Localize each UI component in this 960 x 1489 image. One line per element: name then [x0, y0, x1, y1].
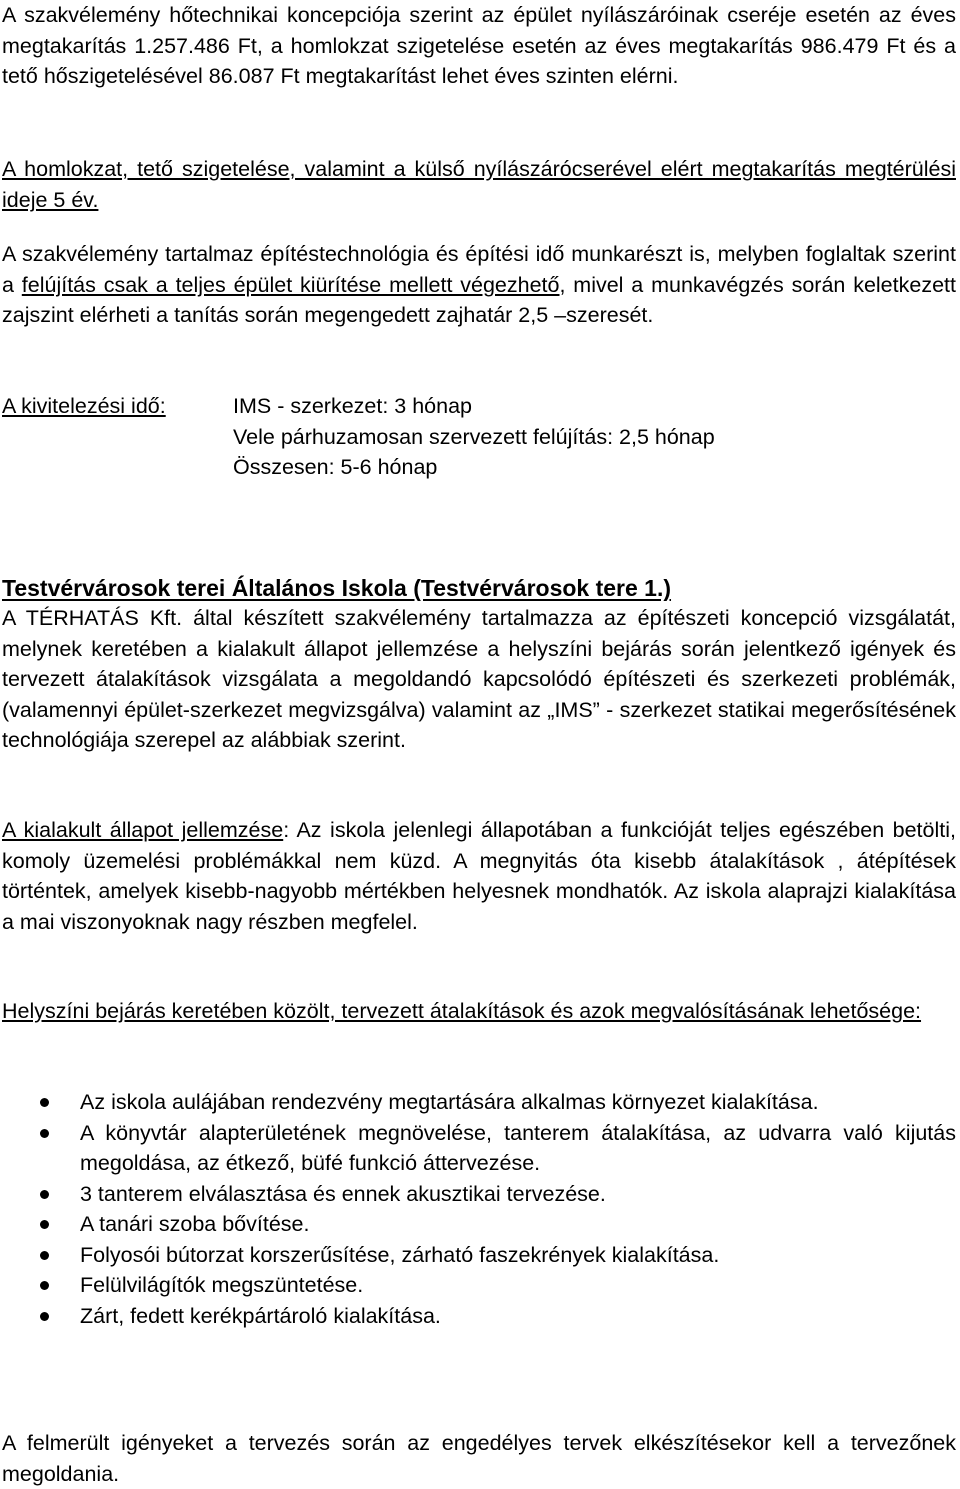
execution-line: IMS - szerkezet: 3 hónap: [233, 394, 472, 418]
bullet-icon: [40, 1281, 49, 1290]
list-item-text: 3 tanterem elválasztása és ennek akusztikai tervezése.: [80, 1181, 606, 1206]
list-item: [0, 1301, 956, 1332]
list-item: [0, 1209, 956, 1240]
list-item: [0, 1270, 956, 1301]
list-item-text: Zárt, fedett kerékpártároló kialakítása.: [80, 1303, 441, 1328]
assessment-paragraph: A TÉRHATÁS Kft. által készített szakvélemény tartalmazza az építészeti koncepció vizsgálatát, melynek keretében a kialakult állapot jellemzése a helyszíni bejárás során jelentkező igények és tervezett átalakítások vizsgálata a megoldandó kapcsolódó építészeti és szerkezeti problémák, (valamennyi épület-szerkezet megvizsgálva) valamint az „IMS” - szerkezet statikai megerősítésének technológiája szerepel az alábbiak szerint.: [2, 606, 956, 752]
bullet-icon: [40, 1312, 49, 1321]
list-item-text: A könyvtár alapterületének megnövelése, tanterem átalakítása, az udvarra való kijutás megoldása, az étkező, büfé funkció áttervezése.: [80, 1120, 956, 1175]
planned-changes-list: [0, 1087, 956, 1331]
technology-text-end: mivel a munkavégzés során keletkezett zajszint elérheti a tanítás során megengedett zajhatár 2,5 –szeresét.: [2, 272, 956, 327]
bullet-icon: [40, 1129, 49, 1138]
execution-time-lines: [233, 391, 715, 483]
list-item-text: Az iskola aulájában rendezvény megtartására alkalmas környezet kialakítása.: [80, 1090, 819, 1114]
execution-time-label: A kivitelezési idő:: [2, 394, 166, 418]
list-item: [0, 1240, 956, 1271]
execution-line: Vele párhuzamosan szervezett felújítás: 2,5 hónap: [233, 424, 715, 449]
list-item-text: A tanári szoba bővítése.: [80, 1212, 310, 1236]
list-item-text: Felülvilágítók megszüntetése.: [80, 1273, 364, 1297]
condition-label: A kialakult állapot jellemzése: [2, 818, 284, 842]
closing-paragraph: A felmerült igényeket a tervezés során az engedélyes tervek elkészítésekor kell a tervezőnek megoldania.: [2, 1431, 956, 1486]
bullet-icon: [40, 1251, 49, 1260]
list-item: [0, 1118, 956, 1179]
payback-text: A homlokzat, tető szigetelése, valamint a külső nyílászárócserével elért megtakarítás megtérülési ideje 5 év.: [2, 157, 956, 212]
school-heading: Testvérvárosok terei Általános Iskola (Testvérvárosok tere 1.): [2, 575, 672, 601]
condition-text: : Az iskola jelenlegi állapotában a funkcióját teljes egészében betölti, komoly üzemelési problémákkal nem küzd. A megnyitás óta kisebb átalakítások , átépítések történtek, amelyek kisebb-nagyobb mértékben helyesnek mondhatók. Az iskola alaprajzi kialakítása a mai viszonyoknak nagy részben megfelel.: [2, 818, 956, 934]
condition-paragraph: [2, 815, 956, 937]
technology-text-start: A szakvélemény tartalmaz építéstechnológia és építési idő munkarészt is, melyben foglaltak szerint a: [2, 242, 956, 297]
payback-paragraph: [2, 154, 956, 215]
list-item: [0, 1087, 956, 1118]
planned-changes-heading: Helyszíni bejárás keretében közölt, tervezett átalakítások és azok megvalósításának lehetősége:: [2, 999, 922, 1023]
savings-paragraph: A szakvélemény hőtechnikai koncepciója szerint az épület nyílászáróinak cseréje esetén az éves megtakarítás 1.257.486 Ft, a homlokzat szigetelése esetén az éves megtakarítás 986.479 Ft és a tető hőszigetelésével 86.087 Ft megtakarítást lehet éves szinten elérni.: [2, 3, 956, 88]
technology-paragraph: [2, 239, 956, 331]
execution-line: Összesen: 5-6 hónap: [233, 455, 438, 479]
list-item: [0, 1179, 956, 1210]
bullet-icon: [40, 1220, 49, 1229]
bullet-icon: [40, 1098, 49, 1107]
technology-text-underlined: felújítás csak a teljes épület kiürítése mellett végezhető,: [21, 272, 566, 297]
list-item-text: Folyosói bútorzat korszerűsítése, zárható faszekrények kialakítása.: [80, 1242, 720, 1267]
bullet-icon: [40, 1190, 49, 1199]
